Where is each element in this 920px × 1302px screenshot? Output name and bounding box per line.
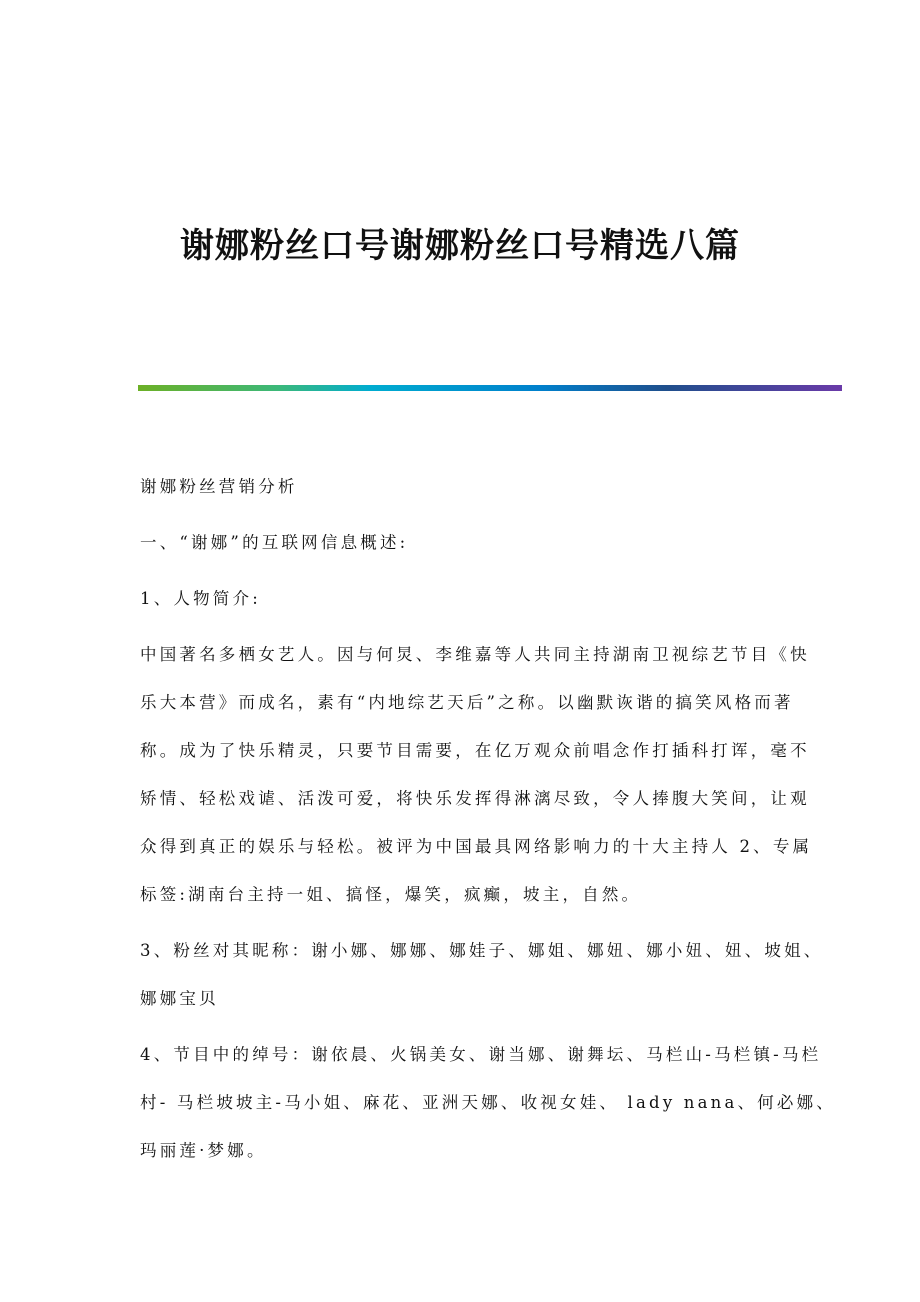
paragraph-line: 中国著名多栖女艺人。因与何炅、李维嘉等人共同主持湖南卫视综艺节目《快	[140, 645, 810, 664]
paragraph-line: 4、节目中的绰号：谢依晨、火锅美女、谢当娜、谢舞坛、马栏山-马栏镇-马栏	[140, 1045, 822, 1064]
paragraph-line: 众得到真正的娱乐与轻松。被评为中国最具网络影响力的十大主持人 2、专属	[140, 837, 813, 856]
paragraph-line: 村- 马栏坡坡主-马小姐、麻花、亚洲天娜、收视女娃、 lady nana、何必娜、	[140, 1093, 837, 1112]
subheading: 1、人物简介:	[140, 589, 261, 608]
paragraph-line: 娜娜宝贝	[140, 989, 219, 1008]
paragraph-line: 标签:湖南台主持一姐、搞怪，爆笑，疯癫，坡主，自然。	[140, 885, 642, 904]
paragraph-line: 3、粉丝对其昵称：谢小娜、娜娜、娜娃子、娜姐、娜妞、娜小妞、妞、坡姐、	[140, 941, 824, 960]
paragraph-line: 称。成为了快乐精灵，只要节目需要，在亿万观众前唱念作打插科打诨，毫不	[140, 741, 810, 760]
paragraph-line: 矫情、轻松戏谑、活泼可爱，将快乐发挥得淋漓尽致，令人捧腹大笑间，让观	[140, 789, 810, 808]
document-title: 谢娜粉丝口号谢娜粉丝口号精选八篇	[180, 226, 740, 266]
section-heading: 谢娜粉丝营销分析	[140, 477, 298, 496]
gradient-divider	[138, 385, 842, 391]
paragraph-line: 乐大本营》而成名，素有“内地综艺天后”之称。以幽默诙谐的搞笑风格而著	[140, 693, 794, 712]
section-heading: 一、“谢娜”的互联网信息概述:	[140, 533, 409, 552]
paragraph-line: 玛丽莲·梦娜。	[140, 1141, 267, 1160]
